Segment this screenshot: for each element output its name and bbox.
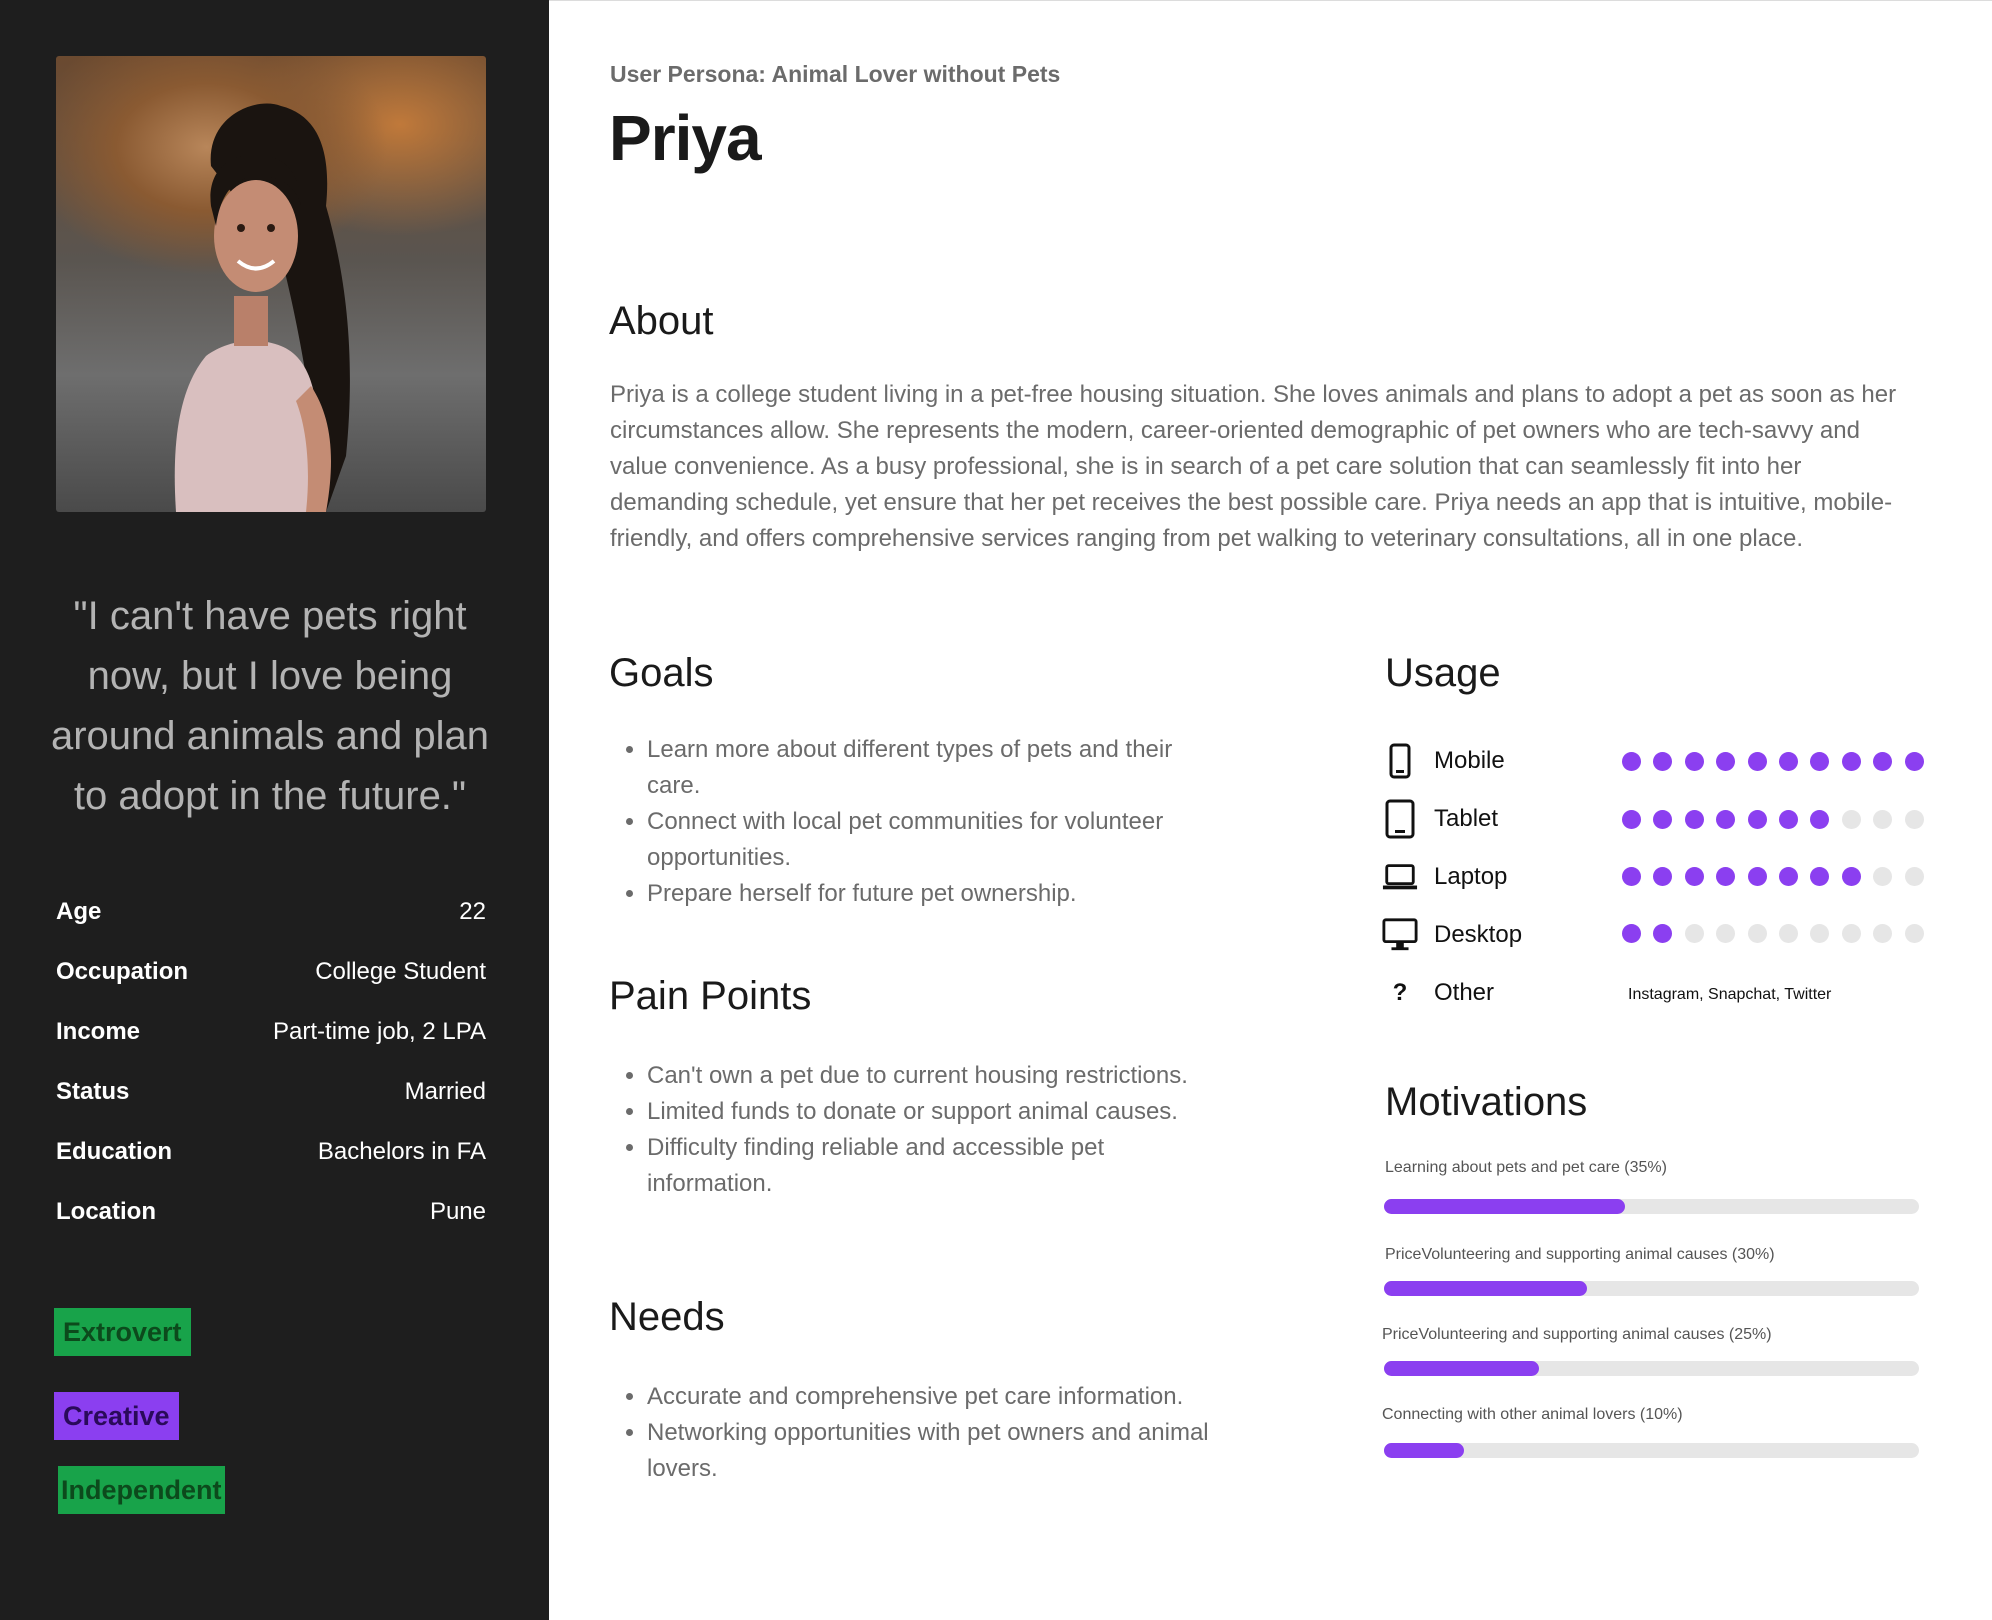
usage-dot-filled [1748, 867, 1767, 886]
motivation-label: PriceVolunteering and supporting animal causes (30%) [1385, 1246, 1775, 1263]
fact-label: Age [56, 898, 102, 925]
motivation-label: PriceVolunteering and supporting animal causes (25%) [1382, 1326, 1772, 1343]
motivation-bar [1384, 1199, 1919, 1214]
tablet-icon [1382, 799, 1418, 839]
fact-value: Married [404, 1078, 486, 1105]
usage-label: Laptop [1434, 863, 1508, 890]
motivation-bar [1384, 1361, 1919, 1376]
needs-list [610, 1379, 1220, 1487]
usage-dot-empty [1842, 924, 1861, 943]
usage-dot-filled [1653, 924, 1672, 943]
demographics-list [56, 898, 486, 1258]
about-heading: About [609, 299, 714, 343]
fact-value: Pune [429, 1198, 486, 1225]
usage-dot-empty [1905, 867, 1924, 886]
usage-dots [1622, 810, 1936, 829]
usage-dot-empty [1842, 810, 1861, 829]
usage-other-value: Instagram, Snapchat, Twitter [1628, 986, 1832, 1003]
list-item: • Prepare herself for future pet ownership. [647, 876, 1210, 912]
usage-label: Desktop [1434, 921, 1523, 948]
desktop-icon [1382, 915, 1418, 955]
usage-dot-filled [1873, 752, 1892, 771]
usage-dot-empty [1905, 810, 1924, 829]
usage-dot-filled [1622, 924, 1641, 943]
usage-dot-filled [1685, 867, 1704, 886]
persona-main [549, 0, 1992, 1620]
fact-value: College Student [315, 958, 486, 985]
list-item: • Learn more about different types of pets and their care. [647, 732, 1210, 804]
fact-status [56, 1078, 486, 1138]
usage-dot-empty [1716, 924, 1735, 943]
goals-list [610, 732, 1210, 912]
about-text: Priya is a college student living in a pet-free housing situation. She loves animals and plans to adopt a pet as soon as her circumstances allow. She represents the modern, career-oriented demographic of pet owners who are tech-savvy and value convenience. As a busy professional, she is in search of a pet care solution that can seamlessly fit into her demanding schedule, yet ensure that her pet receives the best possible care. Priya needs an app that is intuitive, mobile-friendly, and offers comprehensive services ranging from pet walking to veterinary consultations, all in one place. [610, 381, 1897, 552]
usage-dot-filled [1748, 810, 1767, 829]
laptop-icon [1382, 857, 1418, 897]
fact-value: 22 [459, 898, 486, 925]
pain-points-heading: Pain Points [609, 974, 812, 1018]
usage-dot-filled [1622, 867, 1641, 886]
usage-row-desktop [1382, 915, 1523, 955]
list-item: • Connect with local pet communities for volunteer opportunities. [647, 804, 1210, 876]
usage-dot-empty [1779, 924, 1798, 943]
fact-value: Part-time job, 2 LPA [273, 1018, 486, 1045]
fact-label: Occupation [56, 958, 189, 985]
usage-dot-filled [1685, 810, 1704, 829]
usage-dot-filled [1653, 810, 1672, 829]
fact-label: Income [56, 1018, 141, 1045]
usage-dots [1622, 924, 1936, 943]
motivations-heading: Motivations [1385, 1080, 1588, 1124]
motivation-bar-fill [1384, 1361, 1539, 1376]
usage-dot-filled [1779, 867, 1798, 886]
motivation-bar-fill [1384, 1443, 1464, 1458]
goals-heading: Goals [609, 651, 714, 695]
motivation-bar [1384, 1443, 1919, 1458]
motivation-label: Learning about pets and pet care (35%) [1385, 1159, 1667, 1176]
pain-points-list [610, 1058, 1230, 1202]
list-item: • Networking opportunities with pet owners and animal lovers. [647, 1415, 1220, 1487]
motivation-bar-fill [1384, 1199, 1625, 1214]
usage-dot-filled [1905, 752, 1924, 771]
mobile-icon [1382, 741, 1418, 781]
usage-dot-filled [1810, 752, 1829, 771]
usage-dot-empty [1873, 924, 1892, 943]
list-item: • Accurate and comprehensive pet care information. [647, 1379, 1220, 1415]
usage-label: Mobile [1434, 747, 1505, 774]
usage-dot-filled [1810, 810, 1829, 829]
usage-label: Tablet [1434, 805, 1499, 832]
usage-dot-filled [1779, 752, 1798, 771]
list-item: • Difficulty finding reliable and accessible pet information. [647, 1130, 1230, 1202]
usage-label: Other [1434, 979, 1495, 1006]
usage-dot-empty [1873, 867, 1892, 886]
usage-dot-filled [1842, 752, 1861, 771]
usage-dots [1622, 752, 1936, 771]
fact-label: Location [56, 1198, 156, 1225]
usage-dot-filled [1622, 752, 1641, 771]
usage-dot-empty [1685, 924, 1704, 943]
usage-dot-filled [1653, 752, 1672, 771]
tag-independent: Independent [58, 1466, 225, 1514]
fact-age [56, 898, 486, 958]
fact-label: Status [56, 1078, 130, 1105]
usage-dot-empty [1748, 924, 1767, 943]
usage-dot-filled [1842, 867, 1861, 886]
fact-occupation [56, 958, 486, 1018]
usage-dot-filled [1779, 810, 1798, 829]
needs-heading: Needs [609, 1295, 725, 1339]
persona-photo [56, 56, 486, 512]
usage-row-laptop [1382, 857, 1508, 897]
usage-dot-empty [1810, 924, 1829, 943]
usage-dot-filled [1716, 752, 1735, 771]
usage-dot-filled [1622, 810, 1641, 829]
fact-location [56, 1198, 486, 1258]
usage-dots [1622, 867, 1936, 886]
usage-dot-filled [1685, 752, 1704, 771]
usage-heading: Usage [1385, 651, 1501, 695]
persona-name: Priya [609, 102, 761, 174]
usage-dot-filled [1716, 867, 1735, 886]
usage-dot-filled [1653, 867, 1672, 886]
usage-dot-empty [1873, 810, 1892, 829]
fact-value: Bachelors in FA [317, 1138, 486, 1165]
usage-dot-filled [1716, 810, 1735, 829]
persona-sidebar [0, 0, 549, 1620]
usage-row-tablet [1382, 799, 1499, 839]
persona-quote: "I can't have pets right now, but I love being around animals and plan to adopt in the future." [50, 594, 490, 818]
motivation-bar-fill [1384, 1281, 1587, 1296]
usage-row-other [1382, 973, 1495, 1013]
list-item: • Limited funds to donate or support animal causes. [647, 1094, 1230, 1130]
fact-label: Education [56, 1138, 173, 1165]
usage-dot-empty [1905, 924, 1924, 943]
tag-extrovert: Extrovert [54, 1308, 191, 1356]
motivation-bar [1384, 1281, 1919, 1296]
usage-row-mobile [1382, 741, 1505, 781]
list-item: • Can't own a pet due to current housing restrictions. [647, 1058, 1230, 1094]
fact-education [56, 1138, 486, 1198]
persona-subtitle: User Persona: Animal Lover without Pets [610, 61, 1061, 87]
motivation-label: Connecting with other animal lovers (10%) [1382, 1406, 1683, 1423]
tag-creative: Creative [54, 1392, 179, 1440]
usage-dot-filled [1748, 752, 1767, 771]
fact-income [56, 1018, 486, 1078]
question-icon: ? [1392, 979, 1408, 1006]
usage-dot-filled [1810, 867, 1829, 886]
